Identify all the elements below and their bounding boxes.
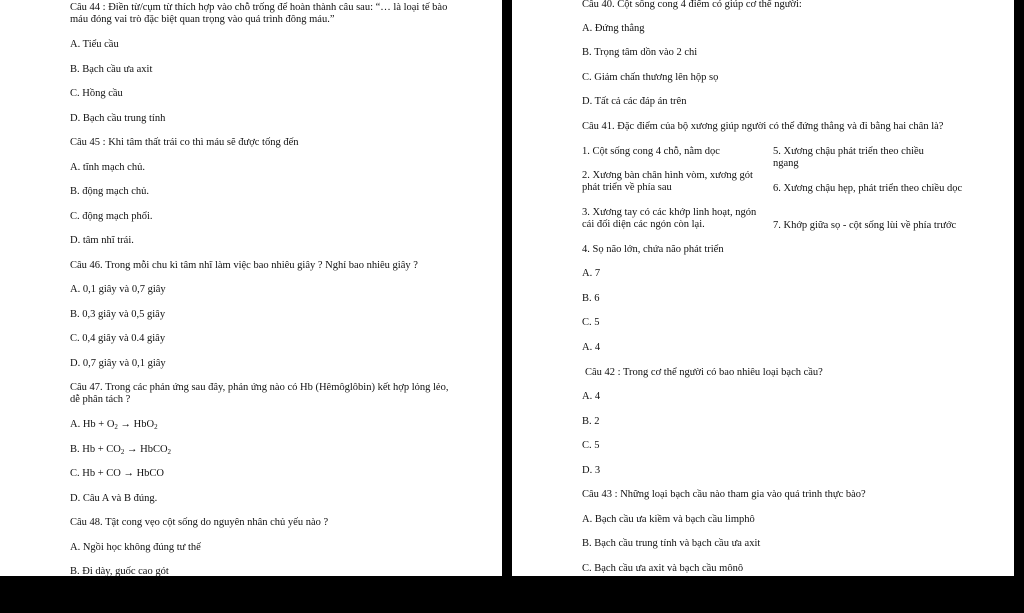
question-42: Câu 42 : Trong cơ thể người có bao nhiêu loại bạch cầu? [585, 367, 823, 378]
q41-item-3: 3. Xương tay có các khớp linh hoạt, ngón cái đối diện các ngón còn lại. [582, 207, 757, 230]
q48-option-a: A. Ngồi học không đúng tư thế [70, 542, 201, 553]
q41-item-5: 5. Xương chậu phát triển theo chiều ngang [773, 146, 924, 169]
q45-option-d: D. tâm nhĩ trái. [70, 235, 134, 246]
q40-option-b: B. Trọng tâm dồn vào 2 chi [582, 47, 698, 58]
q44-option-d: D. Bạch cầu trung tính [70, 113, 166, 124]
q41-option-b: B. 6 [582, 293, 600, 304]
question-45: Câu 45 : Khi tâm thất trái co thì máu sẽ được tống đến [70, 137, 299, 148]
question-44: Câu 44 : Điền từ/cụm từ thích hợp vào chỗ trống để hoàn thành câu sau: “… là loại tế bào máu đóng vai trò đặc biệt quan trọng vào quá trình đông máu.” [70, 2, 448, 25]
question-47: Câu 47. Trong các phản ứng sau đây, phản ứng nào có Hb (Hêmôglôbin) kết hợp lỏng lẻo, dễ phân tách ? [70, 382, 449, 405]
q41-item-7: 7. Khớp giữa sọ - cột sống lùi về phía trước [773, 220, 957, 231]
q40-option-a: A. Đứng thẳng [582, 23, 645, 34]
q42-option-c: C. 5 [582, 440, 600, 451]
q43-option-a: A. Bạch cầu ưa kiềm và bạch cầu limphô [582, 514, 755, 525]
q41-item-2: 2. Xương bàn chân hình vòm, xương gót phát triển về phía sau [582, 170, 753, 193]
q46-option-c: C. 0,4 giây và 0.4 giây [70, 333, 166, 344]
q41-item-1: 1. Cột sống cong 4 chỗ, nằm dọc [582, 146, 720, 157]
q40-option-d: D. Tất cả các đáp án trên [582, 96, 687, 107]
q41-option-c: C. 5 [582, 317, 600, 328]
q41-option-a: A. 7 [582, 268, 601, 279]
q47-option-c: C. Hb + CO → HbCO [70, 468, 165, 479]
document-page-left [0, 0, 502, 576]
q47-option-a: A. $Hb + O_2 \to HbO_2$ [70, 419, 158, 431]
q48-option-b: B. Đi dày, guốc cao gót [70, 566, 169, 576]
question-46: Câu 46. Trong mỗi chu kì tâm nhĩ làm việc bao nhiêu giây ? Nghỉ bao nhiêu giây ? [70, 260, 418, 271]
q43-option-c: C. Bạch cầu ưa axit và bạch cầu mônô [582, 563, 744, 574]
q42-option-b: B. 2 [582, 416, 600, 427]
q42-option-d: D. 3 [582, 465, 601, 476]
q40-option-c: C. Giảm chấn thương lên hộp sọ [582, 72, 719, 83]
q47-option-b: B. $Hb + CO_2$ → HbCO$_2$ [70, 444, 172, 456]
q41-option-d: A. 4 [582, 342, 601, 353]
document-page-right [512, 0, 1014, 576]
q46-option-d: D. 0,7 giây và 0,1 giây [70, 358, 166, 369]
q44-option-a: A. Tiểu cầu [70, 39, 119, 50]
q42-option-a: A. 4 [582, 391, 601, 402]
q44-option-b: B. Bạch cầu ưa axit [70, 64, 153, 75]
question-41: Câu 41. Đặc điểm của bộ xương giúp người có thể đứng thẳng và đi bằng hai chân là? [582, 121, 944, 132]
question-40: Câu 40. Cột sống cong 4 điểm có giúp cơ thể người: [582, 0, 802, 10]
q47-option-d: D. Câu A và B đúng. [70, 493, 158, 504]
q41-item-6: 6. Xương chậu hẹp, phát triển theo chiều dọc [773, 183, 963, 194]
q45-option-a: A. tĩnh mạch chủ. [70, 162, 145, 173]
question-43: Câu 43 : Những loại bạch cầu nào tham gia vào quá trình thực bào? [582, 489, 866, 500]
q43-option-b: B. Bạch cầu trung tính và bạch cầu ưa axit [582, 538, 761, 549]
question-48: Câu 48. Tật cong vẹo cột sống do nguyên nhân chủ yếu nào ? [70, 517, 329, 528]
q44-option-c: C. Hồng cầu [70, 88, 123, 99]
q45-option-c: C. động mạch phổi. [70, 211, 153, 222]
q45-option-b: B. động mạch chủ. [70, 186, 150, 197]
q46-option-a: A. 0,1 giây và 0,7 giây [70, 284, 166, 295]
q46-option-b: B. 0,3 giây và 0,5 giây [70, 309, 166, 320]
q41-item-4: 4. Sọ não lớn, chứa não phát triển [582, 244, 724, 255]
